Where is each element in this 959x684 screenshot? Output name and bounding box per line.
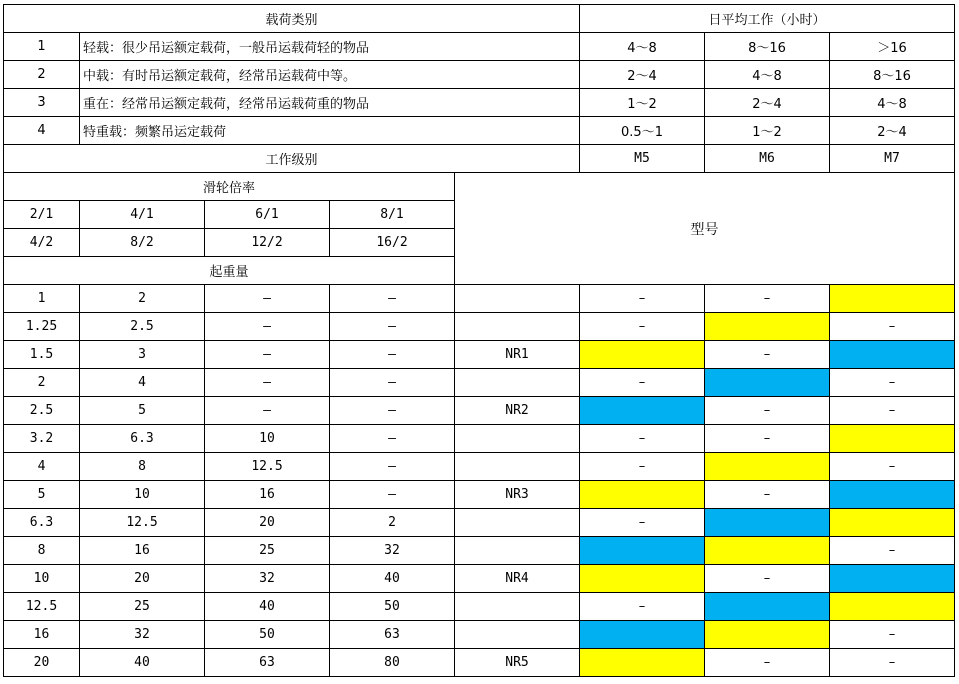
work-class-cell-m7: – [830,453,955,481]
model-cell: NR2 [455,397,580,425]
lifting-weight-cell: 5 [4,481,80,509]
pulley-ratio: 8/2 [80,229,205,257]
work-class-cell-m6: – [705,649,830,677]
model-cell [455,313,580,341]
table-row [4,341,955,369]
work-class-cell-m7: – [830,369,955,397]
lifting-weight-cell: 20 [80,565,205,593]
table-row [4,453,955,481]
work-class-cell-m7 [830,565,955,593]
lifting-weight-cell: – [330,481,455,509]
load-desc: 重在：经常吊运额定载荷，经常吊运载荷重的物品 [80,89,580,117]
work-class-cell-m5 [580,621,705,649]
work-class-cell-m5: – [580,313,705,341]
work-class-cell-m6: – [705,397,830,425]
lifting-weight-cell: 12.5 [205,453,330,481]
table-row [4,593,955,621]
lifting-weight-cell: 50 [205,621,330,649]
load-category-header: 载荷类别 [4,5,580,33]
work-class-cell-m7 [830,509,955,537]
lifting-weight-cell: 6.3 [4,509,80,537]
pulley-ratio: 4/2 [4,229,80,257]
lifting-weight-cell: 63 [205,649,330,677]
lifting-weight-cell: 40 [205,593,330,621]
work-class-cell-m5: – [580,285,705,313]
hours-m6: 2～4 [705,89,830,117]
lifting-weight-cell: – [330,425,455,453]
lifting-weight-cell: 1.5 [4,341,80,369]
lifting-weight-cell: 5 [80,397,205,425]
work-class-cell-m7 [830,285,955,313]
lifting-weight-cell: 1 [4,285,80,313]
lifting-weight-cell: – [330,369,455,397]
hours-m5: 0.5～1 [580,117,705,145]
lifting-weight-cell: 8 [4,537,80,565]
lifting-weight-cell: 2.5 [80,313,205,341]
hours-m6: 1～2 [705,117,830,145]
work-class-cell-m5 [580,649,705,677]
table-row [4,397,955,425]
load-row [4,33,955,61]
load-row [4,61,955,89]
lifting-weight-cell: 16 [4,621,80,649]
model-header: 型号 [455,173,955,285]
table-row [4,621,955,649]
work-class-cell-m7 [830,425,955,453]
lifting-weight-cell: – [330,285,455,313]
work-class-cell-m6 [705,313,830,341]
model-cell: NR1 [455,341,580,369]
lifting-weight-cell: 32 [330,537,455,565]
hours-m5: 1～2 [580,89,705,117]
crane-selection-table [3,4,955,677]
lifting-weight-cell: 40 [80,649,205,677]
work-class-cell-m5: – [580,453,705,481]
load-row [4,117,955,145]
pulley-ratio: 16/2 [330,229,455,257]
pulley-ratio: 4/1 [80,201,205,229]
work-class-cell-m7 [830,341,955,369]
work-class-cell-m7: – [830,313,955,341]
work-class-cell-m5: – [580,509,705,537]
hours-m5: 2～4 [580,61,705,89]
model-cell [455,453,580,481]
lifting-weight-cell: 10 [4,565,80,593]
hours-m7: 2～4 [830,117,955,145]
work-class-cell-m5 [580,481,705,509]
lifting-weight-cell: 12.5 [80,509,205,537]
pulley-ratio: 2/1 [4,201,80,229]
hours-m7: ＞16 [830,33,955,61]
table-row [4,649,955,677]
table-row [4,537,955,565]
lifting-weight-cell: – [205,341,330,369]
hours-m7: 8～16 [830,61,955,89]
table-row [4,313,955,341]
lifting-weight-cell: 3.2 [4,425,80,453]
lifting-weight-cell: 16 [80,537,205,565]
work-class-cell-m6: – [705,285,830,313]
model-cell [455,425,580,453]
work-class-cell-m6 [705,453,830,481]
lifting-weight-cell: 10 [205,425,330,453]
lifting-weight-cell: 50 [330,593,455,621]
lifting-weight-cell: 10 [80,481,205,509]
pulley-ratio: 6/1 [205,201,330,229]
lifting-weight-cell: – [205,313,330,341]
pulley-header-row [4,173,955,201]
work-class-header: 工作级别 [4,145,580,173]
pulley-ratio: 8/1 [330,201,455,229]
table-row [4,565,955,593]
data-rows [4,285,955,677]
work-class-cell-m6 [705,621,830,649]
work-class-cell-m6: – [705,341,830,369]
lifting-weight-cell: 2 [80,285,205,313]
work-class-cell-m5: – [580,593,705,621]
model-cell [455,509,580,537]
work-class-m7: M7 [830,145,955,173]
lifting-weight-cell: 3 [80,341,205,369]
load-desc: 特重载：频繁吊运定载荷 [80,117,580,145]
lifting-weight-cell: 2 [4,369,80,397]
lifting-weight-cell: 4 [4,453,80,481]
work-class-cell-m6: – [705,425,830,453]
lifting-weight-cell: 25 [205,537,330,565]
pulley-ratio: 12/2 [205,229,330,257]
work-class-cell-m7: – [830,397,955,425]
work-class-cell-m5 [580,341,705,369]
lifting-weight-cell: – [330,453,455,481]
lifting-weight-cell: 8 [80,453,205,481]
model-cell: NR5 [455,649,580,677]
lifting-weight-cell: 63 [330,621,455,649]
hours-m6: 8～16 [705,33,830,61]
model-cell: NR3 [455,481,580,509]
lifting-weight-cell: 16 [205,481,330,509]
work-class-cell-m7 [830,481,955,509]
model-cell [455,537,580,565]
load-no: 2 [4,61,80,89]
model-cell [455,285,580,313]
table-row [4,369,955,397]
daily-work-header: 日平均工作（小时） [580,5,955,33]
model-cell [455,369,580,397]
lifting-weight-cell: – [205,369,330,397]
work-class-m6: M6 [705,145,830,173]
work-class-cell-m7: – [830,649,955,677]
lifting-weight-cell: – [330,313,455,341]
lifting-weight-cell: 80 [330,649,455,677]
work-class-m5: M5 [580,145,705,173]
work-class-cell-m6: – [705,565,830,593]
lifting-weight-cell: 20 [4,649,80,677]
load-no: 3 [4,89,80,117]
lifting-weight-cell: – [330,341,455,369]
lifting-weight-cell: 40 [330,565,455,593]
table-row [4,481,955,509]
load-no: 1 [4,33,80,61]
load-desc: 轻载：很少吊运额定载荷，一般吊运载荷轻的物品 [80,33,580,61]
load-desc: 中载：有时吊运额定载荷，经常吊运载荷中等。 [80,61,580,89]
work-class-cell-m6 [705,509,830,537]
hours-m7: 4～8 [830,89,955,117]
work-class-cell-m7: – [830,537,955,565]
hours-m6: 4～8 [705,61,830,89]
model-cell: NR4 [455,565,580,593]
lifting-weight-cell: 20 [205,509,330,537]
lifting-weight-cell: 2.5 [4,397,80,425]
work-class-cell-m5 [580,397,705,425]
lifting-weight-cell: 32 [205,565,330,593]
work-class-cell-m5: – [580,425,705,453]
table-row [4,509,955,537]
work-class-cell-m6: – [705,481,830,509]
work-class-cell-m7: – [830,621,955,649]
table-row [4,425,955,453]
pulley-ratio-header: 滑轮倍率 [4,173,455,201]
work-class-row [4,145,955,173]
work-class-cell-m7 [830,593,955,621]
lifting-weight-cell: – [205,285,330,313]
work-class-cell-m6 [705,369,830,397]
lifting-weight-cell: 12.5 [4,593,80,621]
lifting-weight-cell: 25 [80,593,205,621]
lifting-weight-cell: – [330,397,455,425]
model-cell [455,593,580,621]
hours-m5: 4～8 [580,33,705,61]
lifting-weight-cell: 4 [80,369,205,397]
lifting-weight-header: 起重量 [4,257,455,285]
lifting-weight-cell: – [205,397,330,425]
work-class-cell-m5 [580,537,705,565]
load-row [4,89,955,117]
lifting-weight-cell: 6.3 [80,425,205,453]
header-row [4,5,955,33]
work-class-cell-m5 [580,565,705,593]
model-cell [455,621,580,649]
load-no: 4 [4,117,80,145]
lifting-weight-cell: 32 [80,621,205,649]
work-class-cell-m5: – [580,369,705,397]
table-row [4,285,955,313]
work-class-cell-m6 [705,593,830,621]
lifting-weight-cell: 1.25 [4,313,80,341]
work-class-cell-m6 [705,537,830,565]
lifting-weight-cell: 2 [330,509,455,537]
